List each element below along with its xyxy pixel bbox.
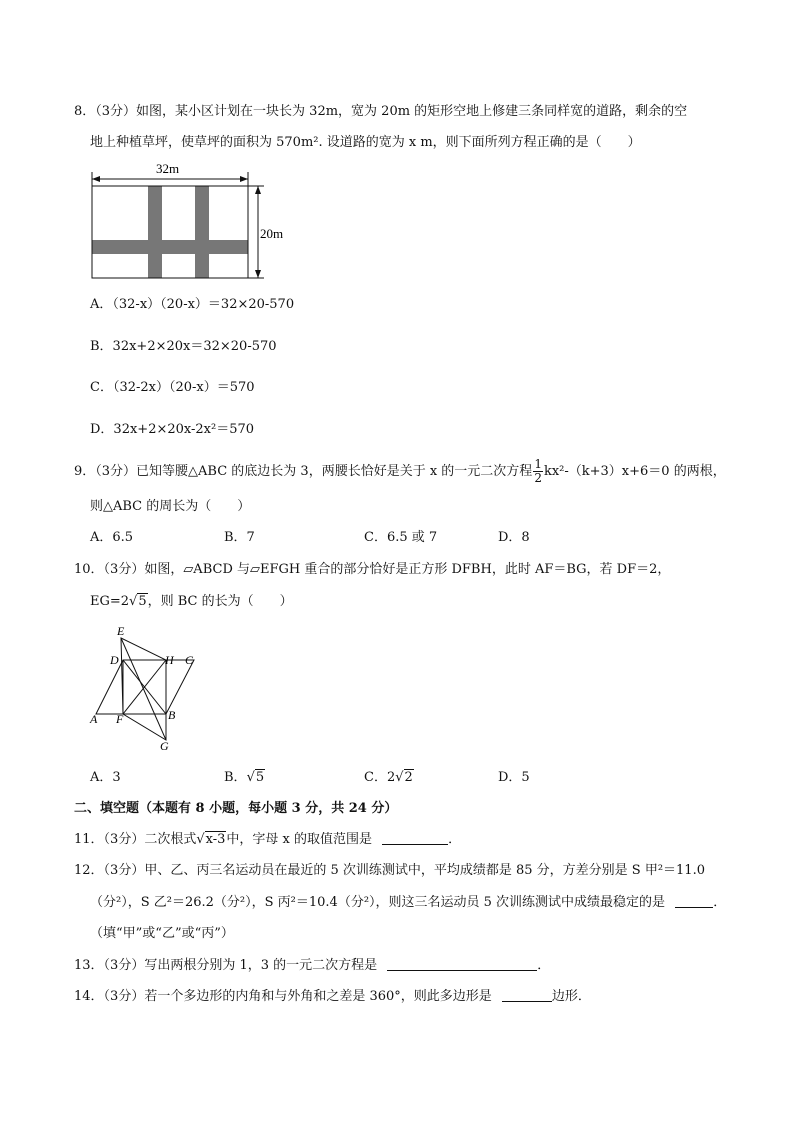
q12-text: （分²），S 乙²＝26.2（分²），S 丙²＝10.4（分²），则这三名运动员 5 次训练测试中成绩最稳定的是	[90, 895, 666, 910]
q8-option-c: C．（32-2x）（20-x）＝570	[90, 380, 255, 395]
q10-label-b: B	[168, 708, 176, 722]
q10-option-c-radicand: 2	[404, 770, 413, 785]
q8-option-b: B．32x+2×20x＝32×20-570	[90, 339, 277, 354]
q9-option-c: C．6.5 或 7	[364, 530, 438, 545]
q8-line2: 地上种植草坪，使草坪的面积为 570m². 设道路的宽为 x m，则下面所列方程正确的是（ ）	[90, 135, 641, 150]
q11-radical: √x-3	[196, 832, 226, 847]
q13-answer-blank[interactable]	[387, 956, 537, 971]
q14-answer-blank[interactable]	[502, 987, 552, 1002]
q13-line	[74, 956, 550, 976]
q11-radicand: x-3	[205, 832, 226, 847]
q9-option-b: B．7	[224, 530, 255, 545]
q14-line	[74, 987, 591, 1007]
q9-line1	[74, 458, 726, 485]
section-fill-in-blank-heading: 二、填空题（本题有 8 小题，每小题 3 分，共 24 分）	[74, 801, 398, 816]
q10-option-b-label: B．	[224, 770, 247, 785]
q9-frac-denominator: 2	[534, 471, 542, 485]
q10-option-c	[364, 768, 414, 788]
q9-option-a: A．6.5	[90, 530, 134, 545]
q10-figure	[86, 622, 216, 752]
q9-option-d: D．8	[498, 530, 530, 545]
q10-label-d: D	[110, 653, 119, 667]
q8-option-a: A．（32-x）（20-x）＝32×20-570	[90, 297, 295, 312]
q10-option-b	[224, 768, 265, 788]
q10-label-a: A	[90, 712, 98, 726]
q10-radicand: 5	[138, 594, 147, 609]
q8-figure	[90, 160, 290, 285]
q10-radical: √5	[129, 594, 147, 609]
q10-label-h: H	[165, 653, 174, 667]
q10-label-f: F	[116, 712, 124, 726]
q9-text-a: 9．（3分）已知等腰△ABC 的底边长为 3，两腰长恰好是关于 x 的一元二次方程	[74, 464, 533, 479]
q10-option-c-radical: √2	[395, 770, 413, 785]
q10-label-e: E	[117, 624, 125, 638]
q12-line3: （填“甲”或“乙”或“丙”）	[90, 926, 234, 941]
q11-text-b: 中，字母 x 的取值范围是	[226, 832, 373, 847]
q12-line2	[90, 893, 726, 913]
q13-text: 13．（3分）写出两根分别为 1，3 的一元二次方程是	[74, 958, 378, 973]
q8-height-label: 20m	[260, 226, 284, 241]
q10-label-c: C	[185, 653, 194, 667]
q8-option-d: D．32x+2×20x-2x²＝570	[90, 422, 255, 437]
q10-text-a: EG=2	[90, 594, 130, 609]
q14-text: 14．（3分）若一个多边形的内角和与外角和之差是 360°，则此多边形是	[74, 989, 492, 1004]
q11-line	[74, 830, 461, 850]
q10-line1: 10．（3分）如图，▱ABCD 与▱EFGH 重合的部分恰好是正方形 DFBH，此时 AF＝BG，若 DF＝2，	[74, 562, 671, 577]
q11-answer-blank[interactable]	[382, 830, 448, 845]
q8-line1: 8．（3分）如图，某小区计划在一块长为 32m，宽为 20m 的矩形空地上修建三条同样宽的道路，剩余的空	[74, 104, 688, 119]
q10-option-a: A．3	[90, 770, 121, 785]
q9-fraction	[533, 458, 543, 485]
q9-text-b: kx²-（k+3）x+6＝0 的两根，	[543, 464, 726, 479]
q10-text-b: ，则 BC 的长为（ ）	[147, 594, 293, 609]
q10-option-c-label: C．2	[364, 770, 396, 785]
q10-option-b-radical: √5	[246, 770, 265, 785]
q8-width-label: 32m	[156, 161, 180, 176]
q13-end: ．	[537, 958, 551, 973]
q10-option-b-radicand: 5	[255, 770, 265, 785]
q10-label-g: G	[160, 739, 169, 753]
q10-line2	[90, 592, 293, 612]
q9-frac-numerator: 1	[534, 457, 542, 471]
q9-line2: 则△ABC 的周长为（ ）	[90, 499, 251, 514]
q11-text-a: 11．（3分）二次根式	[74, 832, 197, 847]
q11-end: ．	[448, 832, 462, 847]
q10-option-d: D．5	[498, 770, 530, 785]
q12-answer-blank[interactable]	[675, 893, 713, 908]
q14-end: 边形．	[551, 989, 591, 1004]
q12-line1: 12．（3分）甲、乙、丙三名运动员在最近的 5 次训练测试中，平均成绩都是 85 分，方差分别是 S 甲²＝11.0	[74, 863, 705, 878]
q12-end: ．	[713, 895, 727, 910]
